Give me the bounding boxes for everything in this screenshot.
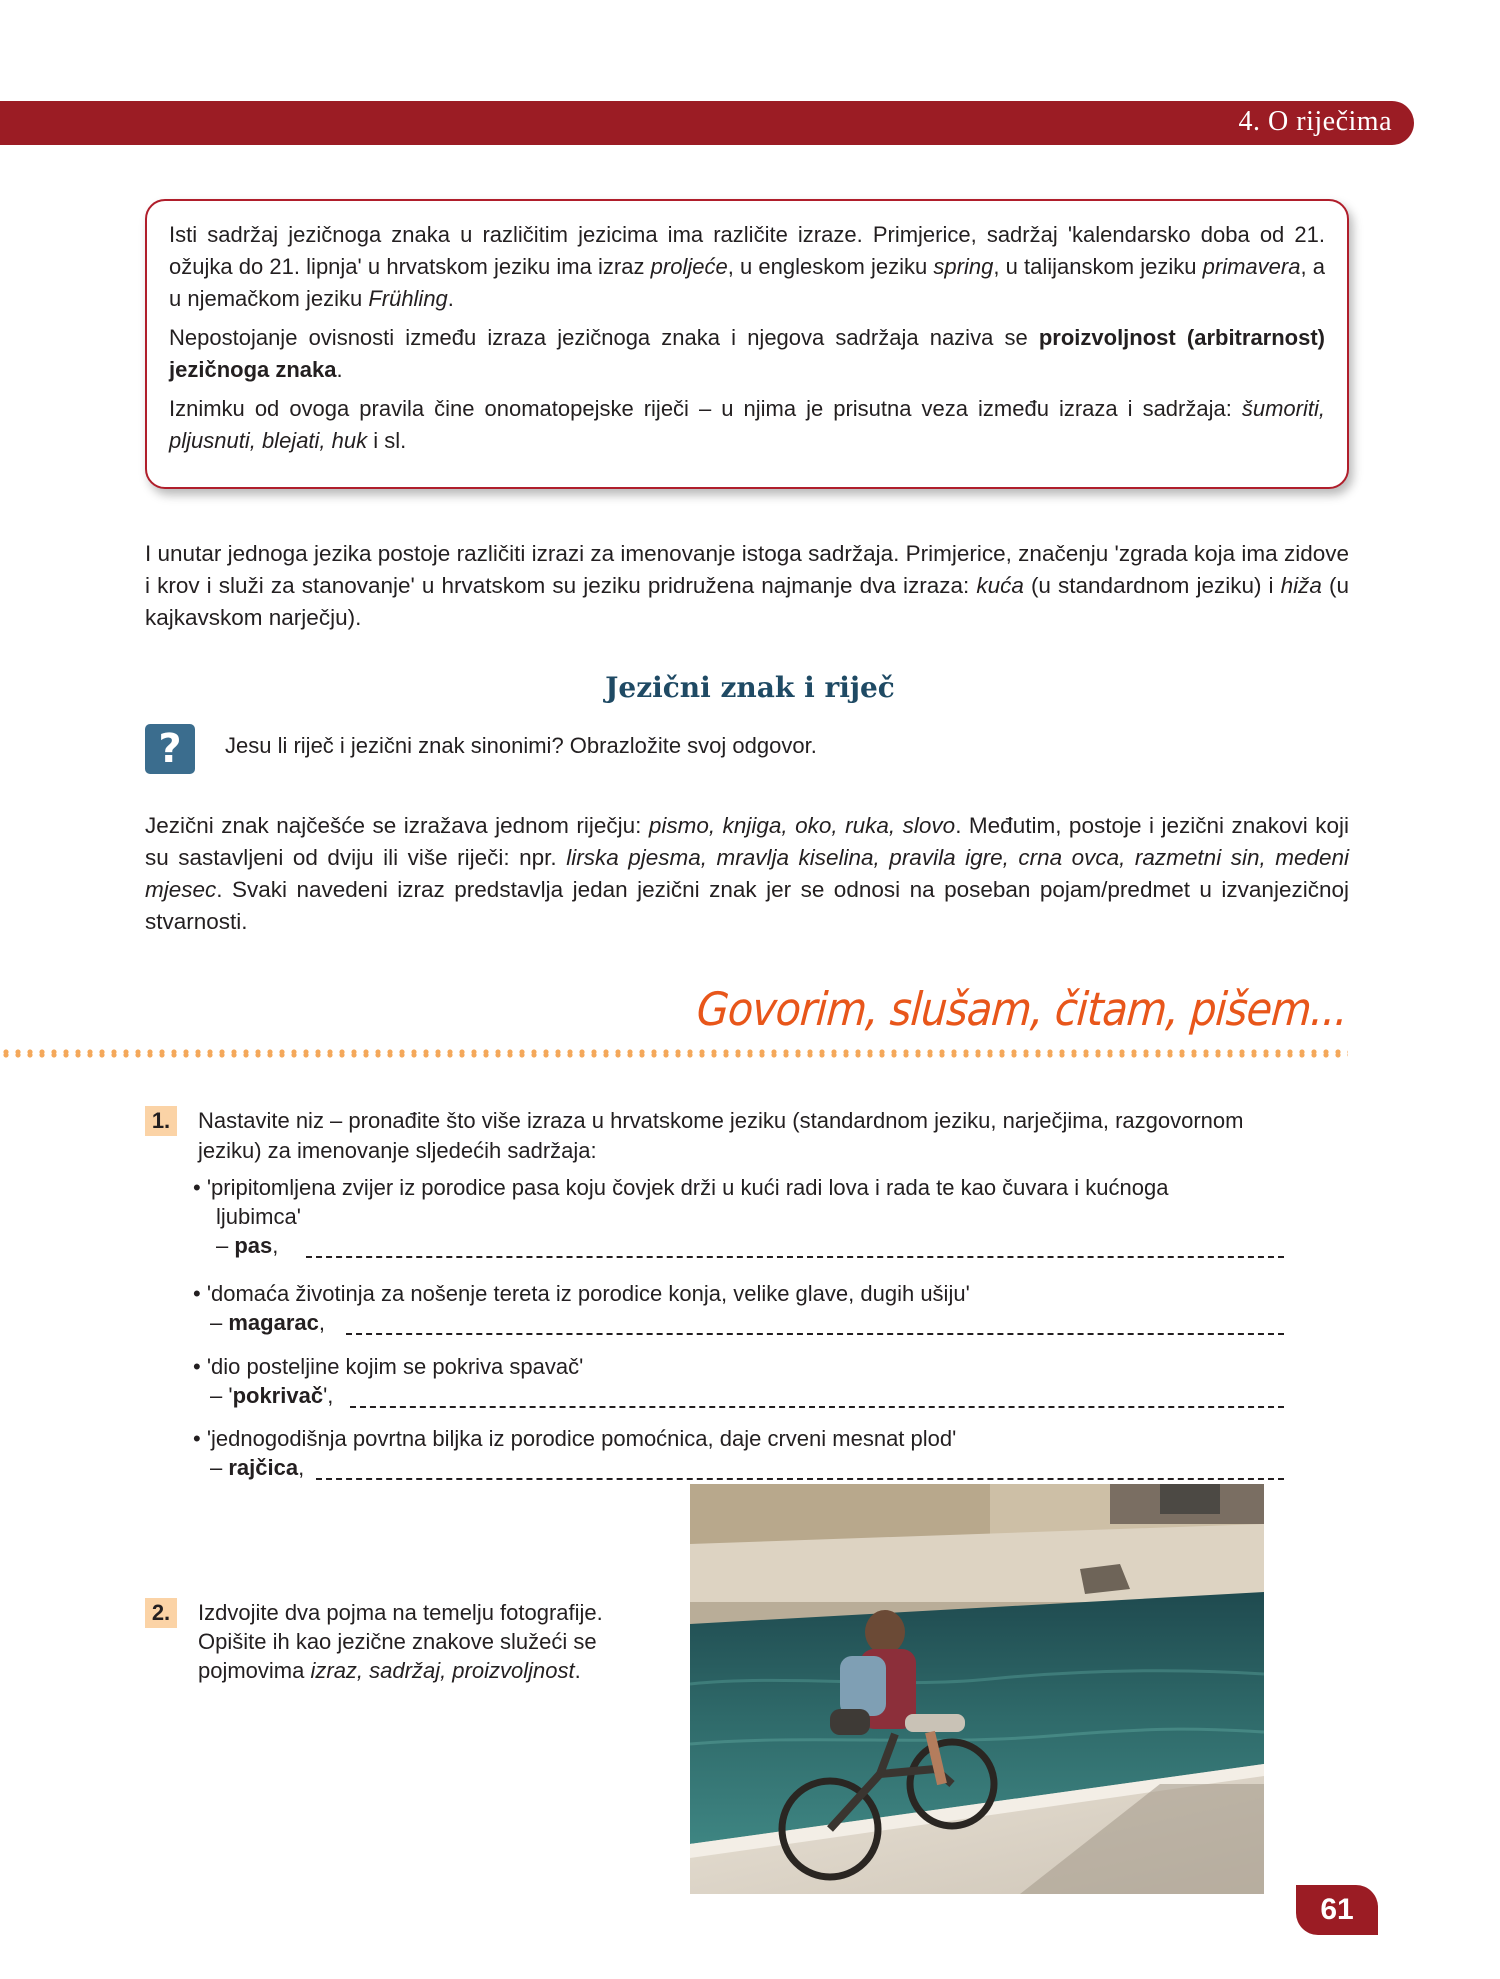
- task-1-item-1-definition-cont: ljubimca': [216, 1204, 301, 1229]
- task-2-line-3: pojmovima izraz, sadržaj, proizvoljnost.: [198, 1658, 581, 1683]
- definition-box: [145, 199, 1349, 489]
- cyclist-by-sea-photo: [690, 1484, 1264, 1894]
- question-mark-icon: ?: [145, 724, 195, 774]
- definition-paragraph-1: Isti sadržaj jezičnoga znaka u različitim jezicima ima različite izraze. Primjerice, sadržaj 'kalendarsko doba od 21. ožujka do 21. lipnja' u hrvatskom jeziku ima izraz proljeće, u engleskom jeziku spring, u talijanskom jeziku primavera, a u njemačkom jeziku Frühling.: [169, 222, 1325, 311]
- task-1-item-3-answer: – 'pokrivač',: [210, 1383, 334, 1408]
- page-number: 61: [1296, 1885, 1378, 1935]
- task-2-line-2: Opišite ih kao jezične znakove služeći se: [198, 1629, 597, 1654]
- task-1-item-2-definition: • 'domaća životinja za nošenje tereta iz porodice konja, velike glave, dugih ušiju': [193, 1281, 970, 1306]
- activity-heading: Govorim, slušam, čitam, pišem...: [695, 982, 1349, 1036]
- task-1-item-3-definition: • 'dio posteljine kojim se pokriva spavač': [193, 1354, 584, 1379]
- task-1-item-3-answer-line[interactable]: [350, 1406, 1284, 1408]
- chapter-header-bar: [0, 101, 1414, 145]
- task-1-item-1-answer-line[interactable]: [306, 1256, 1284, 1258]
- body-paragraph-2: Jezični znak najčešće se izražava jednom riječju: pismo, knjiga, oko, ruka, slovo. Međutim, postoje i jezični znakovi koji su sastavljeni od dviju ili više riječi: npr. lirska pjesma, mravlja kiselina, pravila igre, crna ovca, razmetni sin, medeni mjesec. Svaki navedeni izraz predstavlja jedan jezični znak jer se odnosi na poseban pojam/predmet u izvanjezičnoj stvarnosti.: [145, 813, 1350, 934]
- dotted-divider: [0, 1046, 1348, 1064]
- task-1-text: Nastavite niz – pronađite što više izraza u hrvatskome jeziku (standardnom jeziku, narječjima, razgovornom jeziku) za imenovanje sljedećih sadržaja:: [198, 1108, 1244, 1163]
- task-1-item-2-answer: – magarac,: [210, 1310, 325, 1335]
- task-1-item-1-definition: • 'pripitomljena zvijer iz porodice pasa koju čovjek drži u kući radi lova i rada te kao čuvara i kućnoga: [193, 1175, 1169, 1200]
- task-1-number: 1.: [145, 1106, 177, 1136]
- task-1-item-2-answer-line[interactable]: [346, 1333, 1284, 1335]
- arbitrariness-term: proizvoljnost (arbitrarnost) jezičnoga znaka: [169, 325, 1326, 382]
- definition-paragraph-3: Iznimku od ovoga pravila čine onomatopejske riječi – u njima je prisutna veza između izraza i sadržaja: šumoriti, pljusnuti, blejati, huk i sl.: [169, 396, 1325, 453]
- task-1-item-4-answer-line[interactable]: [316, 1478, 1284, 1480]
- section-heading: Jezični znak i riječ: [605, 671, 895, 704]
- task-1-item-4-definition: • 'jednogodišnja povrtna biljka iz porodice pomoćnica, daje crveni mesnat plod': [193, 1426, 957, 1451]
- task-2-line-1: Izdvojite dva pojma na temelju fotografije.: [198, 1600, 603, 1625]
- body-paragraph-1: I unutar jednoga jezika postoje različiti izrazi za imenovanje istoga sadržaja. Primjerice, značenju 'zgrada koja ima zidove i krov i služi za stanovanje' u hrvatskom su jeziku pridružena najmanje dva izraza: kuća (u standardnom jeziku) i hiža (u kajkavskom narječju).: [145, 541, 1350, 630]
- task-1-item-1-answer: – pas,: [216, 1233, 279, 1258]
- chapter-title: 4. O riječima: [1238, 106, 1392, 137]
- task-2-number: 2.: [145, 1598, 177, 1628]
- task-1-item-4-answer: – rajčica,: [210, 1455, 305, 1480]
- definition-paragraph-2: Nepostojanje ovisnosti između izraza jezičnoga znaka i njegova sadržaja naziva se proizvoljnost (arbitrarnost) jezičnoga znaka.: [169, 325, 1326, 382]
- question-text: Jesu li riječ i jezični znak sinonimi? Obrazložite svoj odgovor.: [225, 733, 817, 758]
